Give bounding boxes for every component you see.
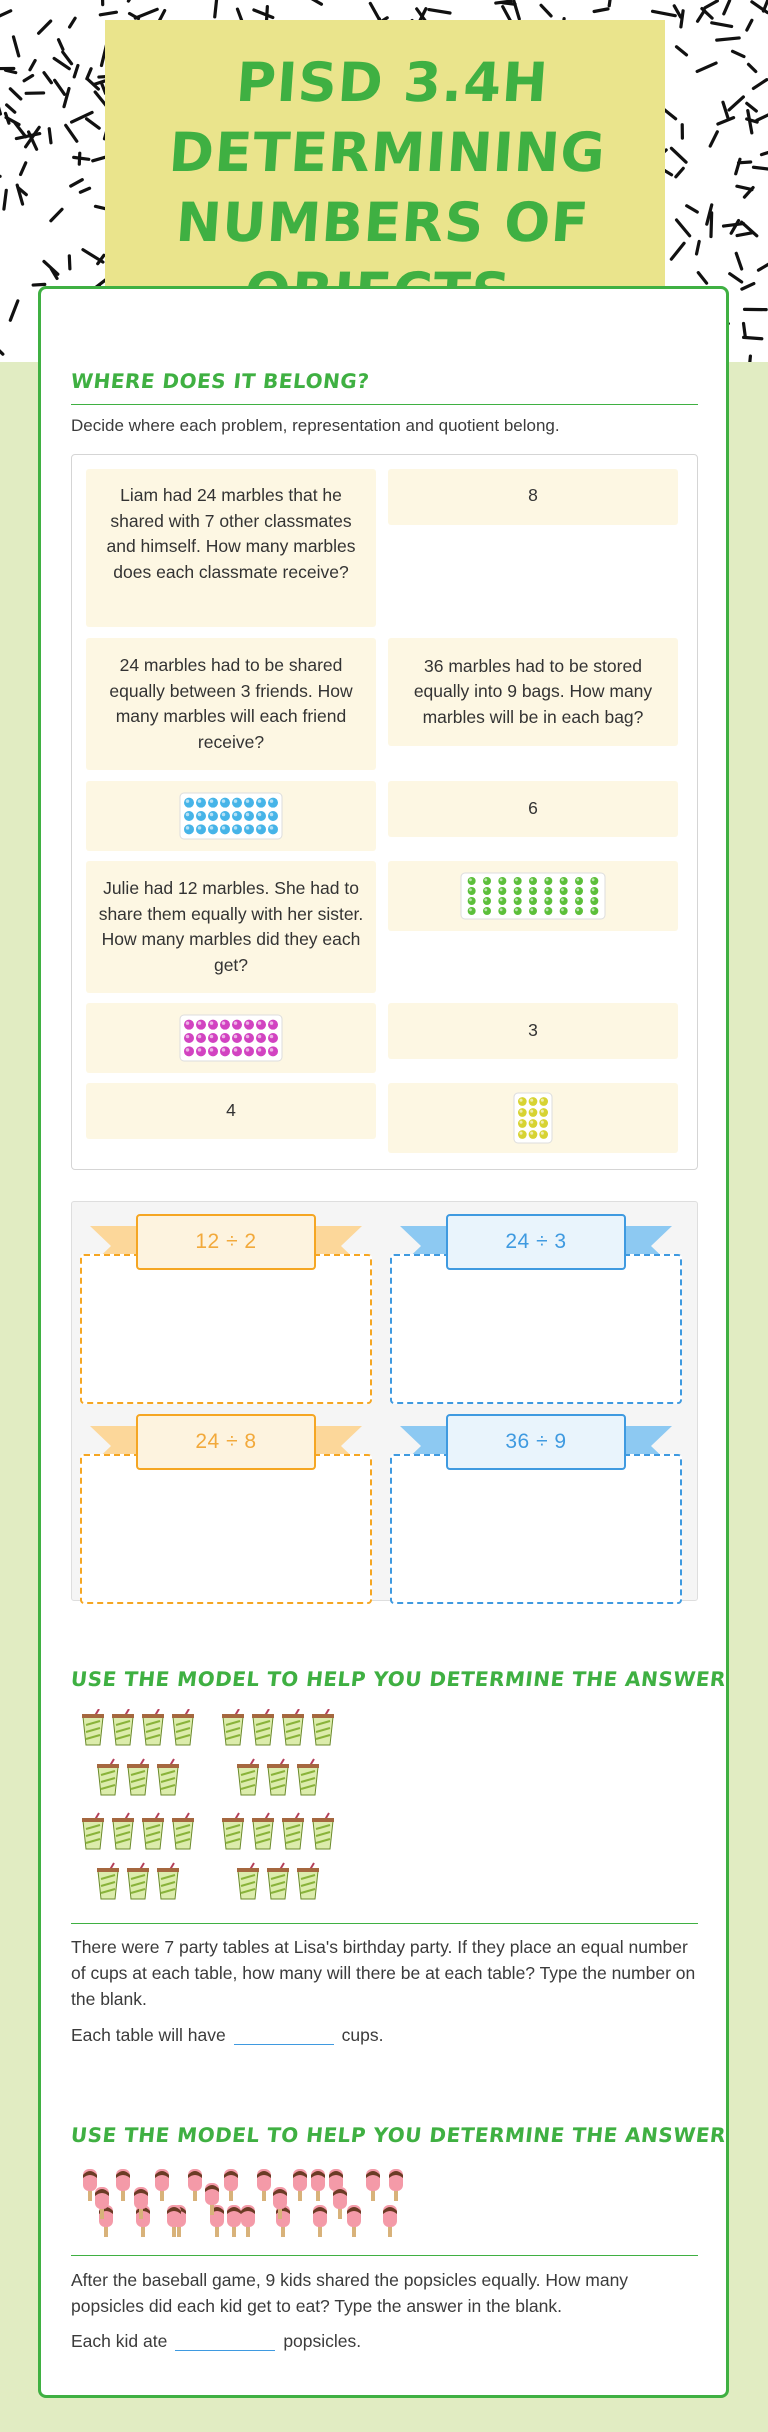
drag-item-quotient-3[interactable]: 3 xyxy=(388,1003,678,1059)
section-instructions: Decide where each problem, representation and quotient belong. xyxy=(71,416,560,435)
question-text-cups: There were 7 party tables at Lisa's birthday party. If they place an equal number of cups at each table, how many will there be at each table? Type the number on the blank. xyxy=(71,1937,696,2009)
section-divider xyxy=(71,1923,698,1924)
answer-blank-popsicles[interactable] xyxy=(175,2333,275,2351)
pink-marbles-array-icon xyxy=(179,1014,283,1062)
drag-item-yellow-marbles[interactable] xyxy=(388,1083,678,1153)
question-text-popsicles: After the baseball game, 9 kids shared the popsicles equally. How many popsicles did each kid get to eat? Type the answer in the blank. xyxy=(71,2270,629,2316)
party-cups-groups-icon xyxy=(71,1709,361,1929)
drop-zone-24-div-3[interactable] xyxy=(384,1208,688,1398)
zone-label: 24 ÷ 8 xyxy=(136,1414,316,1470)
section-divider xyxy=(71,2255,698,2256)
drop-target[interactable] xyxy=(390,1454,682,1604)
section-title-cups: USE THE MODEL TO HELP YOU DETERMINE THE ANSWER xyxy=(69,1667,728,1691)
popsicles-groups-icon xyxy=(71,2165,431,2245)
drop-target[interactable] xyxy=(80,1454,372,1604)
section-title-where: WHERE DOES IT BELONG? xyxy=(69,369,371,393)
answer-blank-cups[interactable] xyxy=(234,2027,334,2045)
drop-target[interactable] xyxy=(390,1254,682,1404)
drag-item-green-marbles[interactable] xyxy=(388,861,678,931)
drop-zone-36-div-9[interactable] xyxy=(384,1408,688,1598)
draggable-items-bank xyxy=(71,454,698,1170)
answer-suffix: popsicles. xyxy=(283,2331,362,2351)
answer-row-popsicles xyxy=(71,2328,698,2354)
blue-marbles-array-icon xyxy=(179,792,283,840)
drag-item-24-marbles-problem[interactable]: 24 marbles had to be shared equally between 3 friends. How many marbles will each friend receive? xyxy=(86,638,376,770)
drop-zone-24-div-8[interactable] xyxy=(74,1408,378,1598)
drop-target[interactable] xyxy=(80,1254,372,1404)
zone-label: 12 ÷ 2 xyxy=(136,1214,316,1270)
green-marbles-array-icon xyxy=(460,872,606,920)
party-cups-image xyxy=(71,1709,361,1934)
yellow-marbles-array-icon xyxy=(513,1092,553,1144)
popsicles-image xyxy=(71,2165,431,2250)
zone-label: 36 ÷ 9 xyxy=(446,1414,626,1470)
section-title-popsicles: USE THE MODEL TO HELP YOU DETERMINE THE ANSWER xyxy=(69,2123,728,2147)
drag-item-pink-marbles[interactable] xyxy=(86,1003,376,1073)
drag-item-36-marbles-problem[interactable]: 36 marbles had to be stored equally into 9 bags. How many marbles will be in each bag? xyxy=(388,638,678,746)
drag-item-blue-marbles[interactable] xyxy=(86,781,376,851)
answer-prefix: Each table will have xyxy=(71,2025,226,2045)
answer-row-cups xyxy=(71,2022,698,2048)
worksheet xyxy=(38,286,729,2398)
page-title: PISD 3.4H DETERMINING NUMBERS OF xyxy=(166,51,609,254)
drag-item-quotient-6[interactable]: 6 xyxy=(388,781,678,837)
answer-prefix: Each kid ate xyxy=(71,2331,168,2351)
zone-label: 24 ÷ 3 xyxy=(446,1214,626,1270)
drag-item-liam-problem[interactable]: Liam had 24 marbles that he shared with 7 other classmates and himself. How many marbles does each classmate receive? xyxy=(86,469,376,627)
section-divider xyxy=(71,404,698,405)
drag-item-quotient-8[interactable]: 8 xyxy=(388,469,678,525)
drag-item-julie-problem[interactable]: Julie had 12 marbles. She had to share them equally with her sister. How many marbles did they each get? xyxy=(86,861,376,993)
drag-item-quotient-4[interactable]: 4 xyxy=(86,1083,376,1139)
drop-zone-12-div-2[interactable] xyxy=(74,1208,378,1398)
drop-zones-area xyxy=(71,1201,698,1601)
answer-suffix: cups. xyxy=(341,2025,384,2045)
